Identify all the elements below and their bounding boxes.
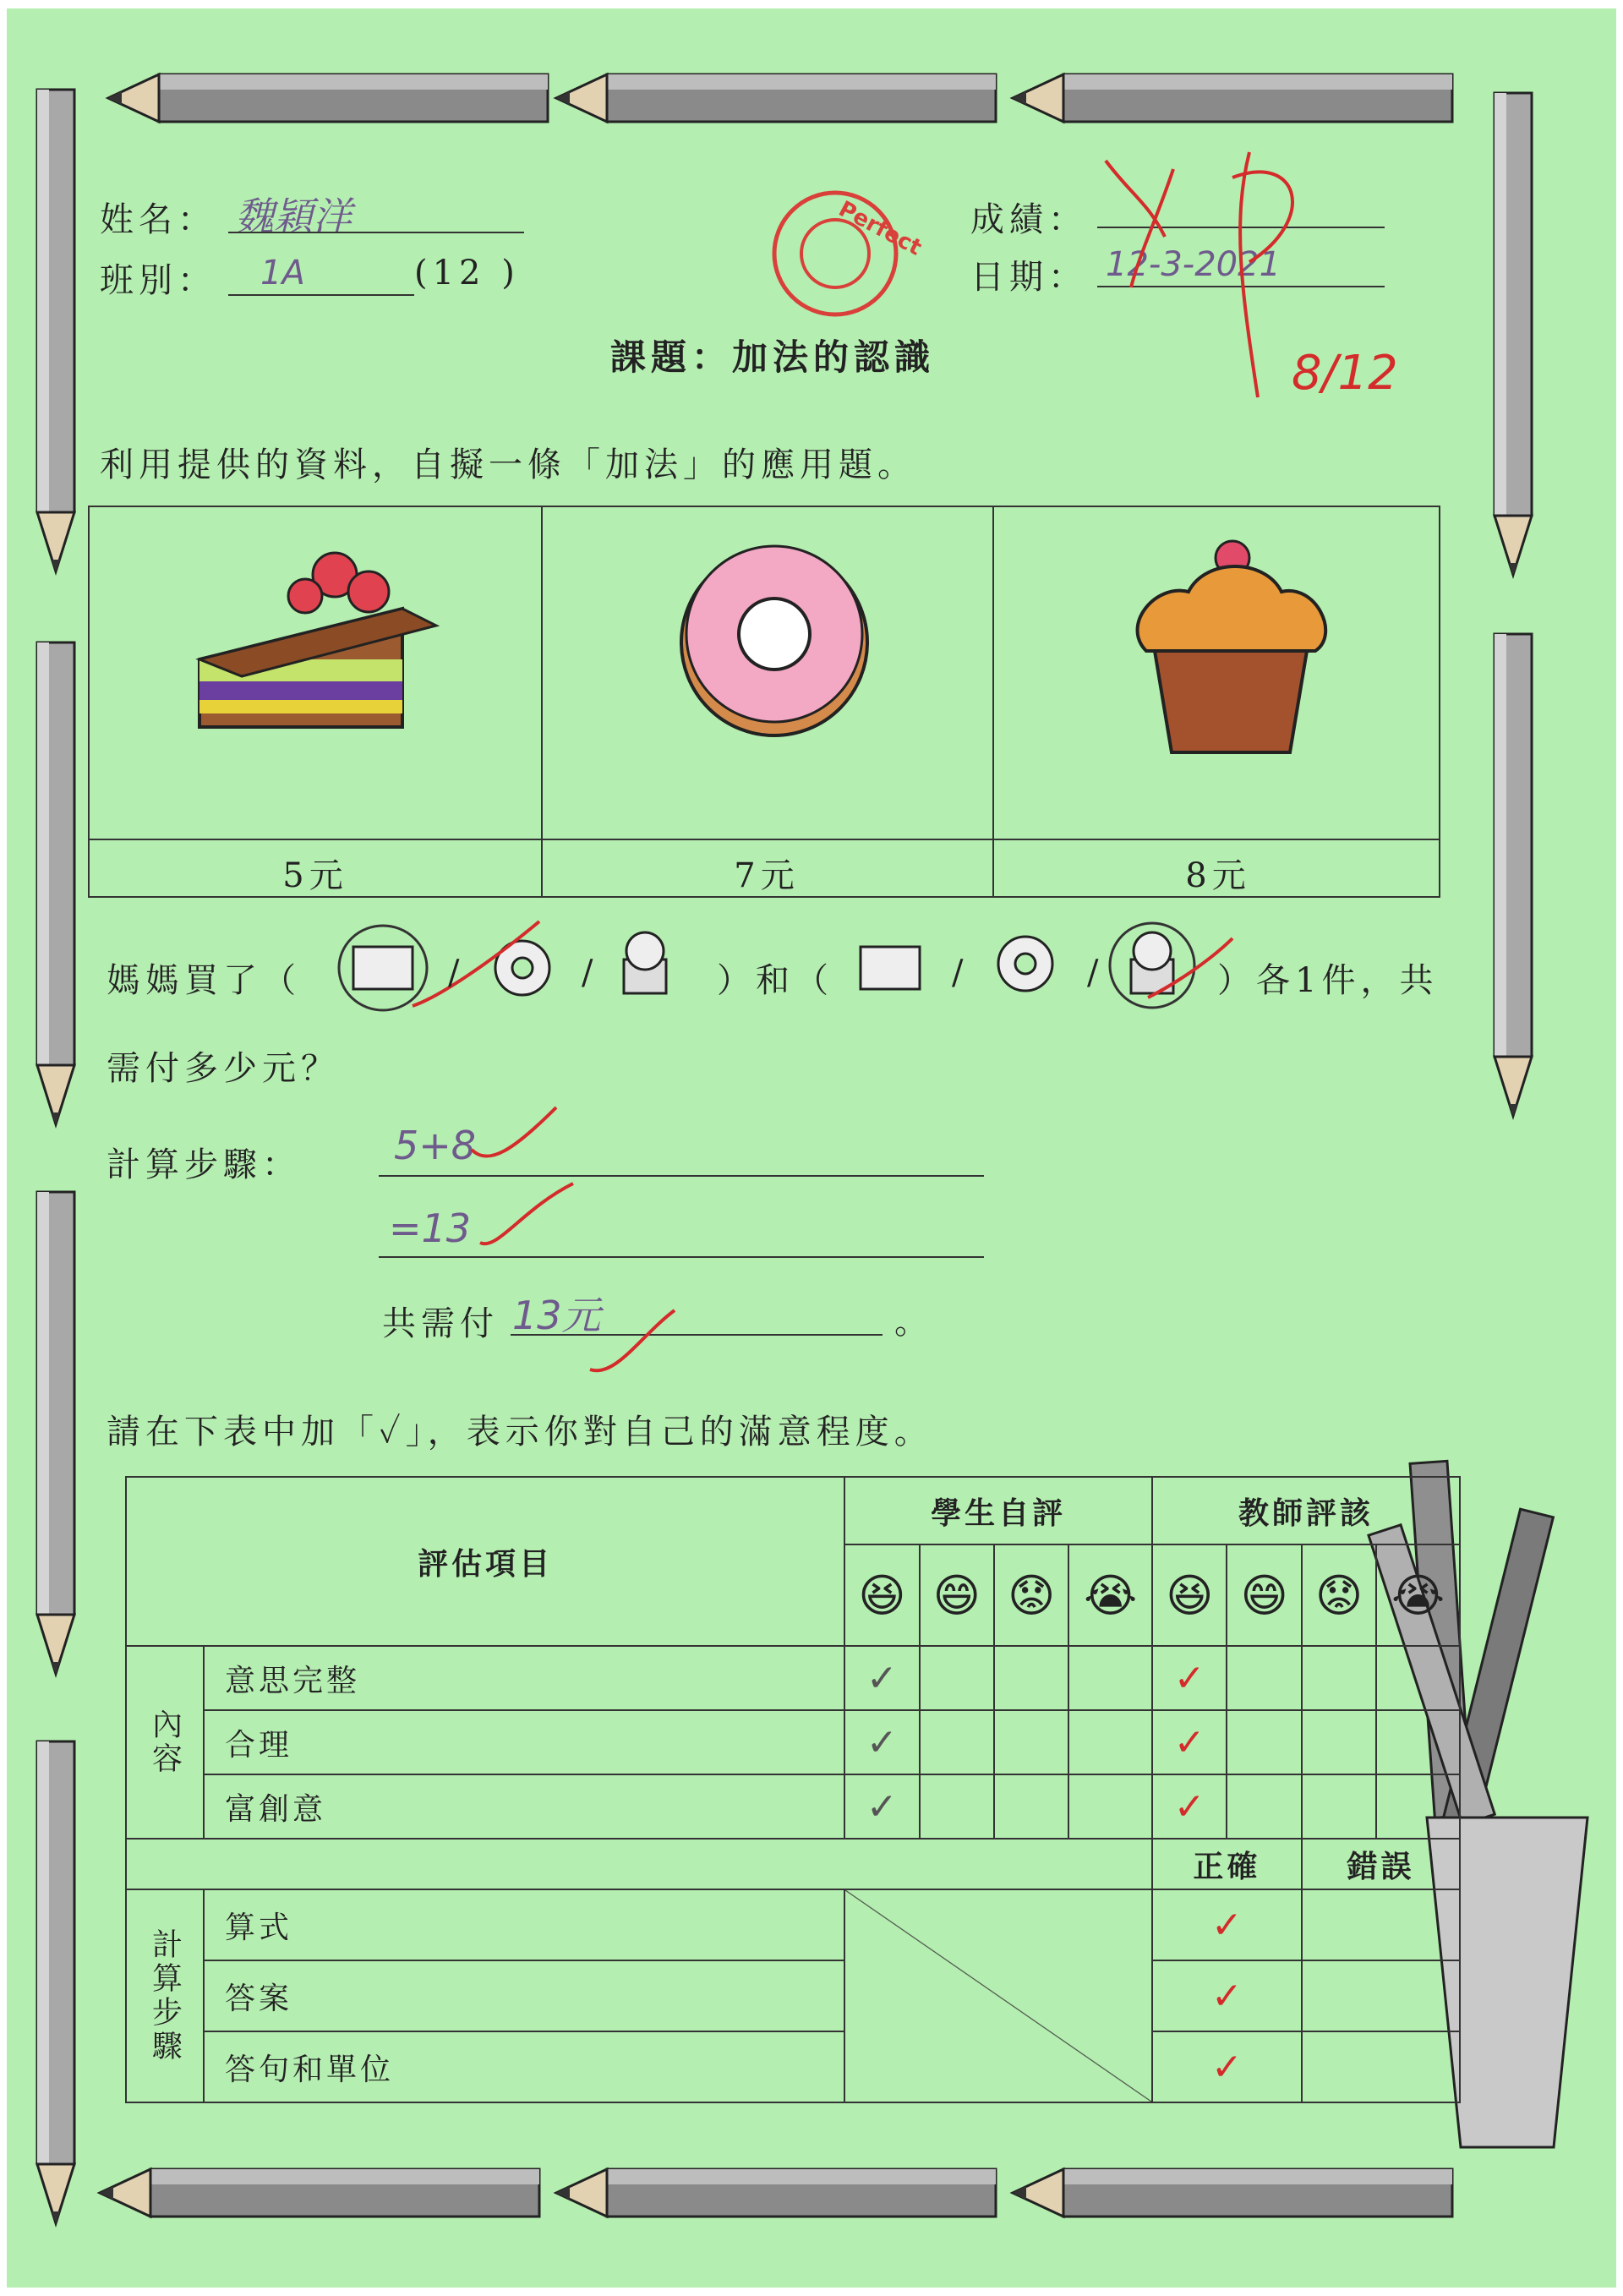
choice-donut-icon-2 (998, 937, 1052, 991)
worried-face-icon: 😟 (994, 1544, 1068, 1646)
total-end: 。 (894, 1303, 933, 1342)
date-label: 日期： (970, 258, 1087, 297)
evaluation-table (125, 1476, 1461, 2103)
cupcake-icon (1121, 524, 1341, 778)
perfect-stamp-icon (762, 186, 926, 321)
row-label: 意思完整 (204, 1646, 844, 1710)
grin-face-icon: 😆 (844, 1544, 919, 1646)
teacher-grade-mark (1080, 118, 1435, 440)
row-label: 答案 (204, 1960, 844, 2031)
steps-line2: =13 (389, 1205, 472, 1251)
stamp-text: Perfect (834, 196, 926, 261)
worksheet (7, 8, 1616, 2288)
worried-face-icon: 😟 (1302, 1544, 1376, 1646)
smile-face-icon: 😄 (920, 1544, 994, 1646)
smile-face-icon: 😄 (1227, 1544, 1301, 1646)
class-number: (12 ) (414, 254, 520, 292)
score-mark: 8/12 (1292, 346, 1398, 401)
row-label: 答句和單位 (204, 2031, 844, 2102)
correct-header: 正確 (1152, 1839, 1302, 1889)
teacher-check-mark: ✓ (1152, 2031, 1302, 2102)
question-part1: 媽媽買了（ (107, 961, 301, 1000)
check-mark: ✓ (844, 1646, 919, 1710)
teacher-check-mark: ✓ (1152, 1889, 1302, 1960)
check-mark: ✓ (844, 1774, 919, 1839)
check-mark: ✓ (844, 1710, 919, 1774)
donut-icon (673, 541, 876, 761)
name-label: 姓名： (100, 200, 216, 239)
row-label: 算式 (204, 1889, 844, 1960)
question-line2: 需付多少元？ (107, 1049, 340, 1088)
row-label: 合理 (204, 1710, 844, 1774)
choice-cake-icon-2 (861, 947, 920, 989)
total-label: 共需付 (382, 1304, 499, 1343)
price-cupcake: 8元 (1185, 856, 1251, 895)
page-title: 課題：加法的認識 (610, 336, 936, 378)
price-donut: 7元 (734, 856, 800, 895)
teacher-header: 教師評該 (1152, 1477, 1460, 1544)
teacher-check-mark: ✓ (1152, 1646, 1227, 1710)
name-underline (228, 232, 524, 233)
crying-face-icon: 😭 (1376, 1544, 1460, 1646)
sep-4: / (1087, 954, 1104, 992)
steps-group-label: 計算步驟 (126, 1889, 204, 2102)
teacher-check-mark: ✓ (1152, 1710, 1227, 1774)
cake-slice-icon (191, 533, 445, 752)
question-part3: ）各1件，共 (1217, 961, 1439, 1000)
grin-face-icon: 😆 (1152, 1544, 1227, 1646)
diagonal-cell (844, 1889, 1152, 2102)
total-value: 13元 (512, 1293, 601, 1338)
sep-1: / (448, 954, 465, 992)
question-part2: ）和（ (717, 961, 833, 1000)
class-underline (228, 294, 414, 296)
steps-red-ticks (463, 1099, 683, 1395)
name-value: 魏穎洋 (235, 194, 352, 239)
items-table (88, 506, 1440, 898)
sep-3: / (952, 954, 969, 992)
choice-cupcake-icon (624, 932, 666, 993)
choice-cake-icon (339, 926, 427, 1010)
teacher-check-mark: ✓ (1152, 1774, 1227, 1839)
steps-label: 計算步驟： (107, 1145, 301, 1184)
price-cake: 5元 (282, 856, 348, 895)
table-instruction: 請在下表中加「✓」，表示你對自己的滿意程度。 (107, 1413, 933, 1451)
eval-item-header: 評估項目 (126, 1477, 844, 1646)
student-header: 學生自評 (844, 1477, 1152, 1544)
crying-face-icon: 😭 (1068, 1544, 1152, 1646)
grade-label: 成績： (970, 200, 1087, 239)
wrong-header: 錯誤 (1302, 1839, 1460, 1889)
class-label: 班別： (100, 261, 216, 300)
class-value: 1A (260, 254, 305, 292)
row-label: 富創意 (204, 1774, 844, 1839)
instruction-text: 利用提供的資料，自擬一條「加法」的應用題。 (100, 446, 916, 484)
sep-2: / (582, 954, 598, 992)
teacher-check-mark: ✓ (1152, 1960, 1302, 2031)
date-value: 12-3-2021 (1106, 245, 1281, 284)
content-group-label: 內容 (126, 1646, 204, 1839)
steps-line1: 5+8 (394, 1123, 477, 1168)
